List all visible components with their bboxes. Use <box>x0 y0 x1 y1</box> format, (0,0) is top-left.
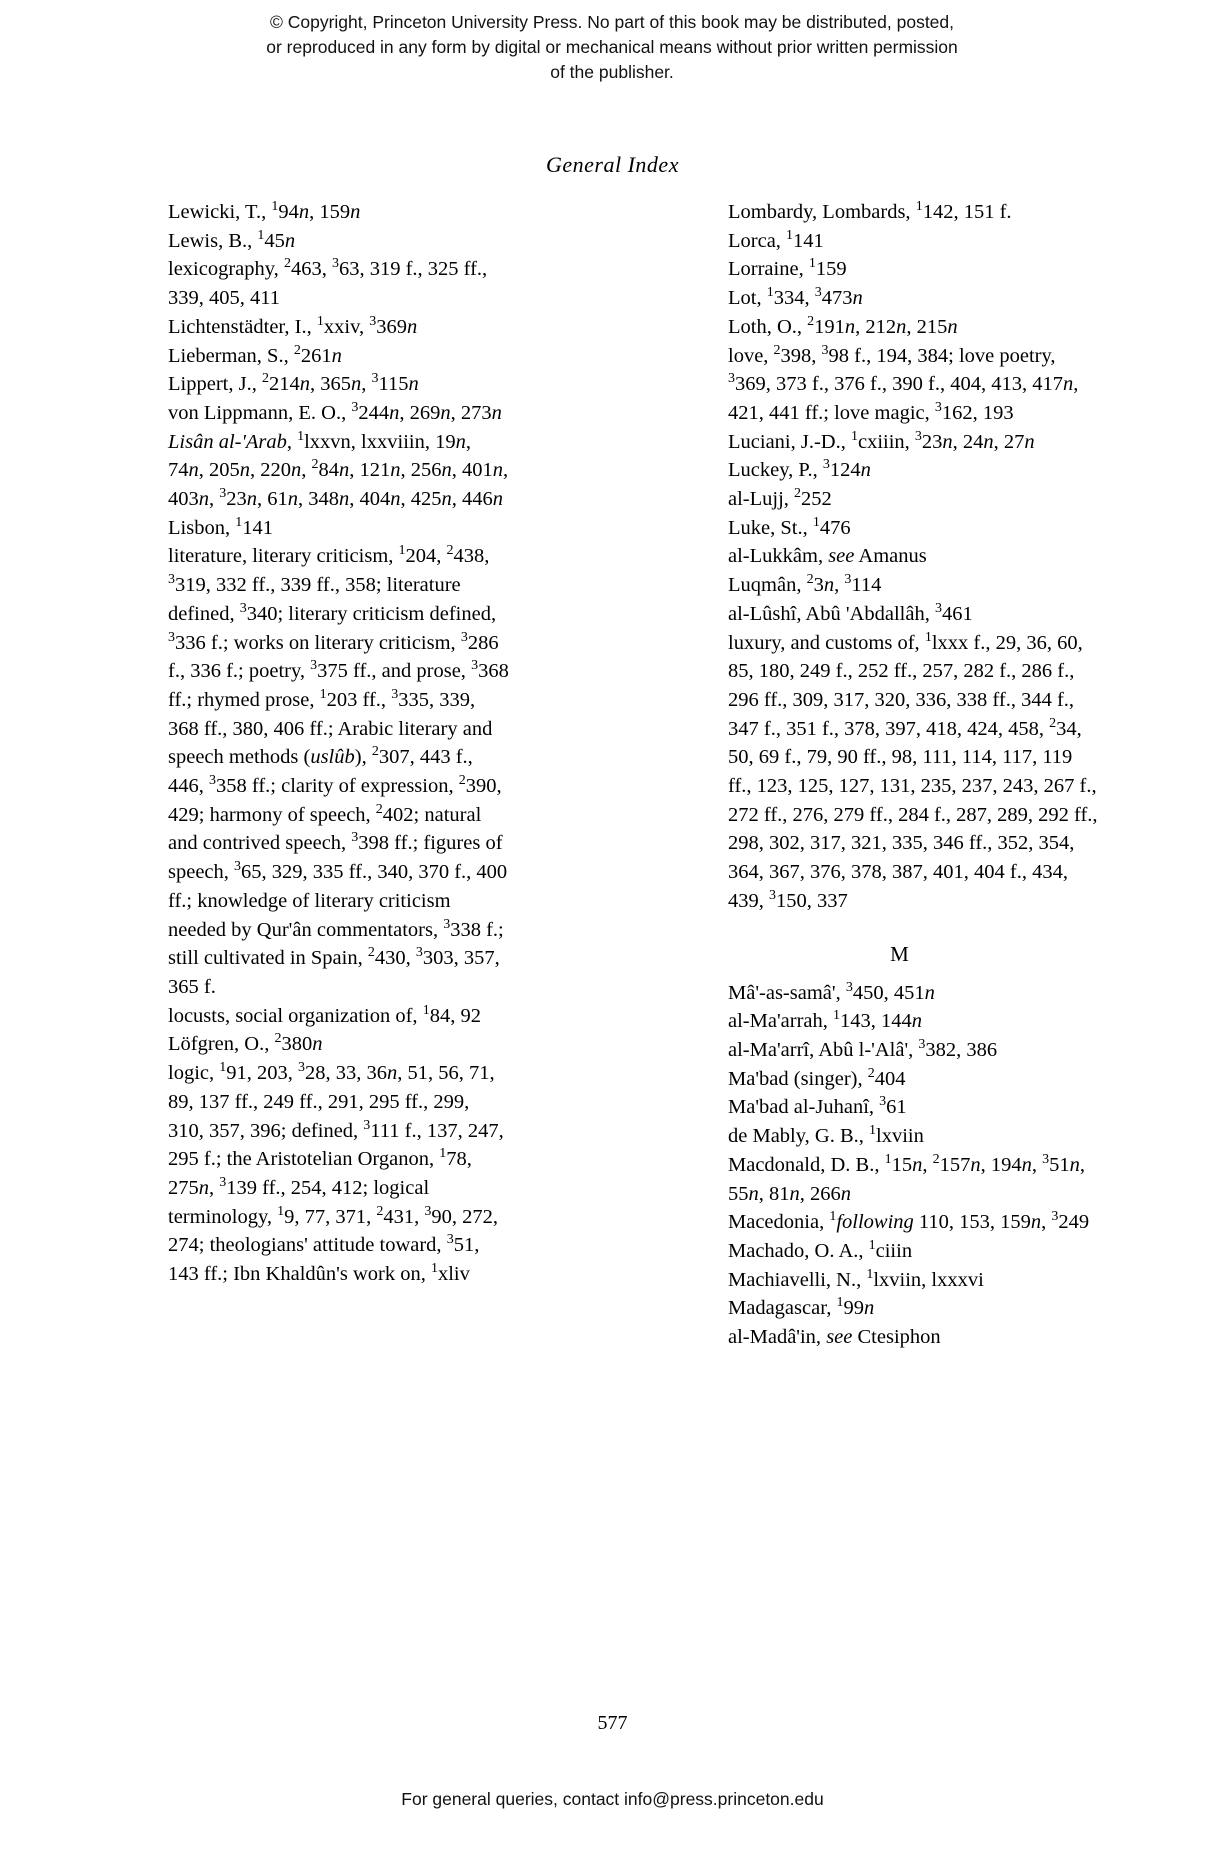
index-entry: lexicography, $^2$463, $^3$63, 319 f., 325 ff., 339, 405, 411 <box>168 256 488 310</box>
index-entry: de Mably, G. B., $^1$lxviin <box>728 1123 924 1148</box>
footer-notice: For general queries, contact info@press.princeton.edu <box>401 1789 824 1809</box>
index-entry: Lot, $^1$334, $^3$473n <box>728 285 863 310</box>
index-entry: luxury, and customs of, $^1$lxxx f., 29, 36, 60, 85, 180, 249 f., 252 ff., 257, 282 f., 286 f., 296 ff., 309, 317, 320, 336, 338 ff., 344 f., 347 f., 351 f., 378, 397, 418, 424, 458, $^2$34, 50, 69 f., 79, 90 ff., 98, 111, 114, 117, 119 ff., 123, 125, 127, 131, 235, 237, 243, 267 f., 272 ff., 276, 279 ff., 284 f., 287, 289, 292 ff., 298, 302, 317, 321, 335, 346 ff., 352, 354, 364, 367, 376, 378, 387, 401, 404 f., 434, 439, $^3$150, 337 <box>728 629 1098 912</box>
index-entry: Lippert, J., $^2$214n, 365n, $^3$115n <box>168 371 419 396</box>
index-entry: al-Madâ'in, see Ctesiphon <box>728 1326 941 1349</box>
index-entry: locusts, social organization of, $^1$84, 92 <box>168 1002 481 1027</box>
index-entry: logic, $^1$91, 203, $^3$28, 33, 36n, 51, 56, 71, 89, 137 ff., 249 ff., 291, 295 ff., 299, 310, 357, 396; defined, $^3$111 f., 137, 247, 295 f.; the Aristotelian Organon, $^1$78, 275n, $^3$139 ff., 254, 412; logical terminology, $^1$9, 77, 371, $^2$431, $^3$90, 272, 274; theologians' attitude toward, $^3$51, 143 ff.; Ibn Khaldûn's work on, $^1$xliv <box>168 1060 504 1286</box>
right-column <box>700 198 1100 1352</box>
index-entry: Lewicki, T., $^1$94n, 159n <box>168 199 361 223</box>
index-entry: al-Lûshî, Abû 'Abdallâh, $^3$461 <box>728 601 973 625</box>
index-entry: al-Ma'arrî, Abû l-'Alâ', $^3$382, 386 <box>728 1037 998 1061</box>
index-entry: Lisbon, $^1$141 <box>168 514 273 539</box>
index-entry: Luqmân, $^2$3n, $^3$114 <box>728 572 882 597</box>
index-entry: Luckey, P., $^3$124n <box>728 457 871 482</box>
section-letter-heading: M <box>890 941 910 966</box>
index-entry: Lisân al-'Arab, $^1$lxxvn, lxxviiin, 19n, 74n, 205n, 220n, $^2$84n, 121n, 256n, 401n, 403n, $^3$23n, 61n, 348n, 404n, 425n, 446n <box>168 428 509 511</box>
index-entry: Lombardy, Lombards, $^1$142, 151 f. <box>728 199 1012 223</box>
index-entry: Madagascar, $^1$99n <box>728 1295 875 1320</box>
index-entry: Lorca, $^1$141 <box>728 227 824 252</box>
index-entry: Lieberman, S., $^2$261n <box>168 342 342 367</box>
index-entry: Ma'bad (singer), $^2$404 <box>728 1065 906 1090</box>
index-entry: Machado, O. A., $^1$ciiin <box>728 1238 913 1262</box>
index-entry: al-Lujj, $^2$252 <box>728 486 832 511</box>
copyright-notice: © Copyright, Princeton University Press. No part of this book may be distributed, posted, or reproduced in any form by digital or mechanical means without prior written permission of the publisher. <box>266 12 958 82</box>
index-entry: Löfgren, O., $^2$380n <box>168 1031 323 1056</box>
index-entry: Loth, O., $^2$191n, 212n, 215n <box>728 313 958 338</box>
index-entry: Lewis, B., $^1$45n <box>168 227 296 252</box>
index-entry: Macdonald, D. B., $^1$15n, $^2$157n, 194n, $^3$51n, 55n, 81n, 266n <box>728 1151 1085 1205</box>
page-number: 577 <box>597 1712 628 1734</box>
index-entry: literature, literary criticism, $^1$204, $^2$438, $^3$319, 332 ff., 339 ff., 358; literature defined, $^3$340; literary criticism defined, $^3$336 f.; works on literary criticism, $^3$286 f., 336 f.; poetry, $^3$375 ff., and prose, $^3$368 ff.; rhymed prose, $^1$203 ff., $^3$335, 339, 368 ff., 380, 406 ff.; Arabic literary and speech methods (uslûb), $^2$307, 443 f., 446, $^3$358 ff.; clarity of expression, $^2$390, 429; harmony of speech, $^2$402; natural and contrived speech, $^3$398 ff.; figures of speech, $^3$65, 329, 335 ff., 340, 370 f., 400 ff.; knowledge of literary criticism needed by Qur'ân commentators, $^3$338 f.; still cultivated in Spain, $^2$430, $^3$303, 357, 365 f. <box>168 543 509 998</box>
index-entry: Machiavelli, N., $^1$lxviin, lxxxvi <box>728 1266 984 1291</box>
index-entry: Luciani, J.-D., $^1$cxiiin, $^3$23n, 24n, 27n <box>728 428 1035 453</box>
index-entry: Luke, St., $^1$476 <box>728 514 851 539</box>
index-entry: Lichtenstädter, I., $^1$xxiv, $^3$369n <box>168 313 418 338</box>
index-entry: love, $^2$398, $^3$98 f., 194, 384; love poetry, $^3$369, 373 f., 376 f., 390 f., 404, 413, 417n, 421, 441 ff.; love magic, $^3$162, 193 <box>728 342 1079 424</box>
index-entry: Lorraine, $^1$159 <box>728 256 847 281</box>
index-entry: Mâ'-as-samâ', $^3$450, 451n <box>728 979 935 1004</box>
index-entry: al-Ma'arrah, $^1$143, 144n <box>728 1008 922 1033</box>
index-entry: al-Lukkâm, see Amanus <box>728 545 927 568</box>
index-entry: von Lippmann, E. O., $^3$244n, 269n, 273n <box>168 400 502 424</box>
index-entry: Macedonia, $^1$following 110, 153, 159n, $^3$249 <box>728 1209 1090 1234</box>
index-columns <box>140 198 1100 1352</box>
running-head: General Index <box>546 152 679 177</box>
index-entry: Ma'bad al-Juhanî, $^3$61 <box>728 1094 907 1119</box>
left-column <box>140 198 510 1352</box>
